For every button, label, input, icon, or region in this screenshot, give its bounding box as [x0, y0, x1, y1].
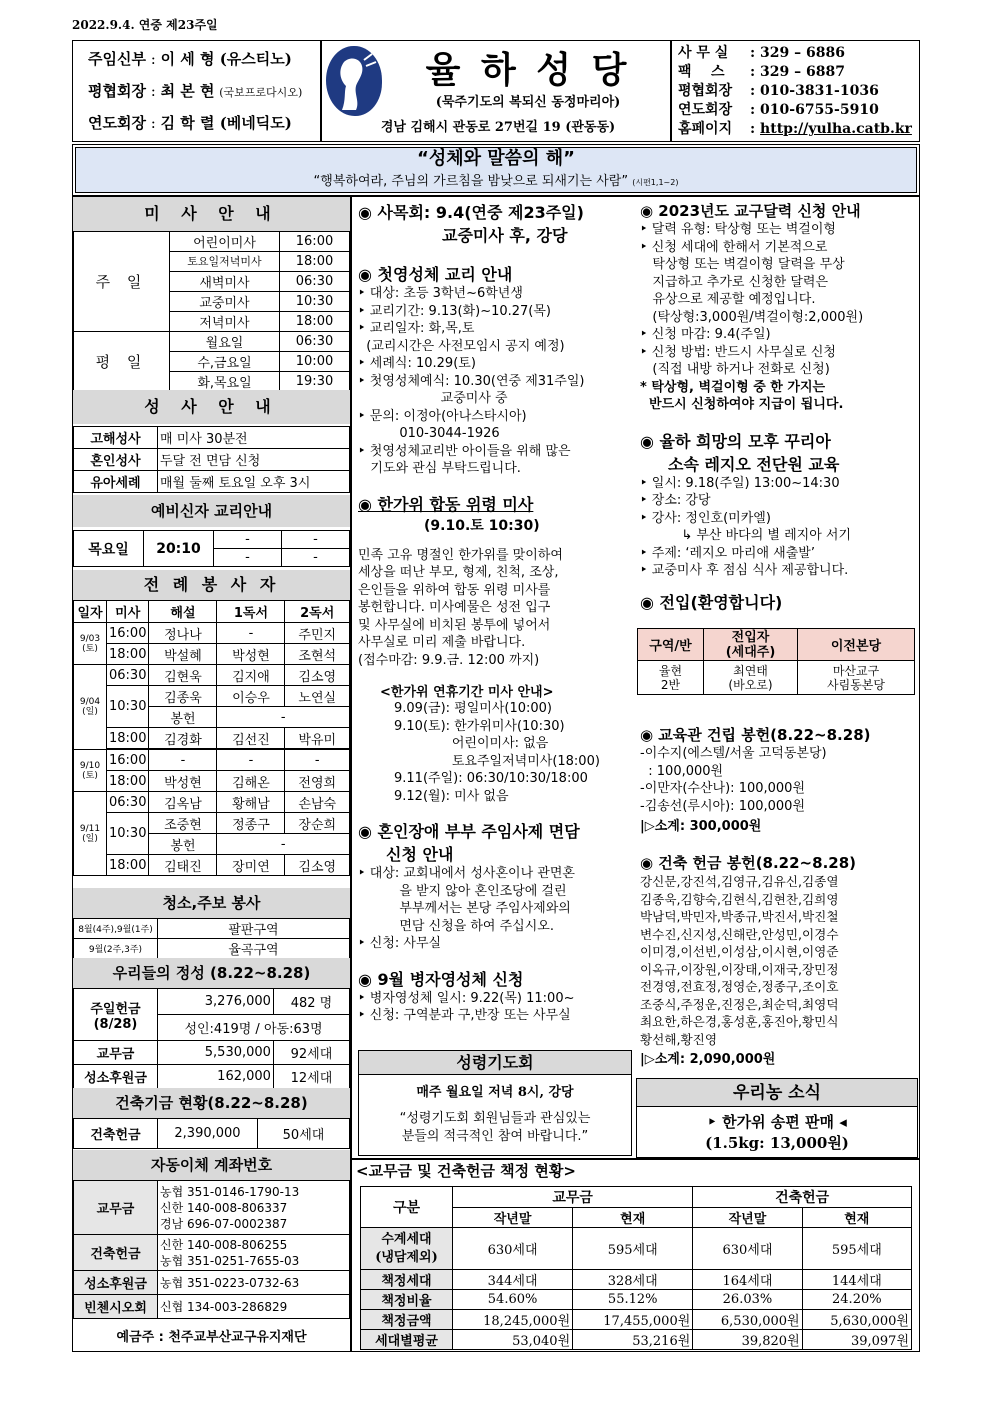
contact-homepage[interactable]: 홈페이지 : http://yulha.catb.kr [678, 121, 912, 137]
contact-memorial: 연도회장 : 010-6755-5910 [678, 102, 879, 118]
building-donation-total: |▷소계: 2,090,000원 [640, 1052, 776, 1067]
prayer-title: 성령기도회 [359, 1051, 631, 1075]
servers-table: 일자 미사 해설 1독서 2독서 9/03 (토) 16:00 정나나 - 주민지 18:00 박설혜 박성현 조현석 9/04 (일) 06:30 김현욱 김지애 김소영 10:30 김종욱 이승우 노연실 봉헌 - 18:00 김경화 김선진 박유미 9/10 (토) 16:00 - - - 18:00 박성현 김해온 전영희 9/11 (일) 06:30 김옥남 황해남 손남숙 10:30 조중현 정종구 장순희 봉헌 - 18:00 김태진 장미연 김소영 [73, 600, 350, 876]
education-hall-total: |▷소계: 300,000원 [640, 819, 762, 834]
calendar-body: ‣ 달력 유형: 탁상형 또는 벽걸이형 ‣ 신청 세대에 한해서 기본적으로 탁상형 또는 벽걸이형 달력을 무상 지급하고 추가로 신청한 달력은 유상으로 제공할 예정입니다. (탁상형:3,000원/벽걸이형:2,000원) ‣ 신청 마감: 9.4(주일) ‣ 신청 방법: 반드시 사무실로 신청 (직접 내방 하거나 전화로 신청) [640, 222, 864, 377]
prayer-box [358, 1050, 632, 1156]
cleaning-table: 8월(4주),9월(1주) 팔판구역 9월(2주,3주) 율곡구역 [73, 918, 350, 959]
church-address: 경남 김해시 관동로 27번길 19 (관동동) [380, 120, 616, 135]
contact-list [678, 44, 918, 139]
issue-date: 2022.9.4. 연중 제23주일 [72, 18, 218, 32]
memorial-mass-date: (9.10.토 10:30) [424, 517, 540, 534]
memorial-mass-body: 민족 고유 명절인 한가위를 맞이하여 세상을 떠난 부모, 형제, 친척, 조상, 은인들을 위하여 합동 위령 미사를 봉헌합니다. 미사예물은 성전 입구 및 사무실에 비치된 봉투에 넣어서 사무실로 미리 제출 바랍니다. (접수마감: 9.9.금. 12:00 까지) [358, 547, 563, 668]
council-title: ◉ 사목회: 9.4(연중 제23주일) [358, 203, 584, 222]
church-name: 율 하 성 당 [425, 50, 631, 91]
marriage-body: ‣ 대상: 교회내에서 성사혼이나 관면혼 을 받지 않아 혼인조당에 걸린 부부께서는 본당 주임사제와의 면담 신청을 하여 주십시오. ‣ 신청: 사무실 [358, 866, 575, 951]
status-title: <교무금 및 건축헌금 책정 현황> [356, 1162, 576, 1180]
accounts-title: 자동이체 계좌번호 [73, 1150, 350, 1180]
praying-figure-icon [326, 46, 382, 116]
sick-communion-body: ‣ 병자영성체 일시: 9.22(목) 11:00~ ‣ 신청: 구역분과 구,반장 또는 사무실 [358, 990, 575, 1023]
catechumen-table: 목요일 20:10 - - - - [73, 530, 350, 567]
marriage-title-2: 신청 안내 [386, 845, 454, 864]
church-patron: (묵주기도의 복되신 동정마리아) [435, 95, 621, 110]
sick-communion-title: ◉ 9월 병자영성체 신청 [358, 969, 524, 989]
middle-column [358, 200, 630, 1025]
banner-ref: (시편1,1~2) [632, 178, 679, 187]
first-communion-body: ‣ 대상: 초등 3학년~6학년생 ‣ 교리기간: 9.13(화)~10.27(목) ‣ 교리일자: 화,목,토 (교리시간은 사전모임시 공지 예정) ‣ 세례식: 10.29(토) ‣ 첫영성체예식: 10.30(연중 제31주일) 교중미사 중 ‣ 문의: 이정아(아나스타시아) 010-3044-1926 ‣ 첫영성체교리반 아이들을 위해 많은 기도와 관심 부탁드립니다. [358, 286, 585, 476]
contact-fax: 팩 스 : 329 – 6887 [678, 64, 845, 80]
holiday-schedule: 9.09(금): 평일미사(10:00) 9.10(토): 한가위미사(10:30) 어린이미사: 없음 토요주일저녁미사(18:00) 9.11(주일): 06:30/10:30/18:00 9.12(월): 미사 없음 [394, 701, 600, 804]
first-communion-title: ◉ 첫영성체 교리 안내 [358, 265, 513, 284]
staff-council: 평협회장 : 최 본 현 (국보프로다시오) [88, 82, 303, 100]
offering-table: 주일헌금 (8/28) 3,276,000 482 명 성인:419명 / 아동:63명 교무금 5,530,000 92세대 성소후원금 162,000 12세대 [73, 988, 350, 1089]
banner-title: “성체와 말씀의 해” [417, 148, 575, 169]
new-parishioner-table: 구역/반 전입자 (세대주) 이전본당 율현 2반 최연태 (바오로) 마산교구 사림동본당 [637, 628, 915, 695]
contact-council: 평협회장 : 010-3831-1036 [678, 83, 879, 99]
banner-quote: “행복하여라, 주님의 가르침을 밤낮으로 되새기는 사람” [313, 174, 629, 189]
mass-table: 주 일 어린이미사 16:00 토요일저녁미사 18:00 새벽미사 06:30 교중미사 10:30 저녁미사 18:00 평 일 월요일 06:30 수,금요일 10:00 화,목요일 19:30 [73, 231, 350, 392]
calendar-title: ◉ 2023년도 교구달력 신청 안내 [640, 202, 861, 220]
cleaning-title: 청소,주보 봉사 [73, 888, 350, 918]
catechumen-title: 예비신자 교리안내 [73, 495, 350, 527]
banner-frame [72, 144, 920, 196]
farm-title: 우리농 소식 [637, 1079, 917, 1107]
building-donation-names: 강신문,강진석,김영규,김유신,김종열 김종욱,김향숙,김현식,김현찬,김희영 박남덕,박민자,박종규,박진서,박진철 변수진,신지성,신해란,안성민,이경수 이미경,이선빈,이성삼,이시현,이영준 이옥규,이장원,이장태,이재국,장민정 전경영,전효정,정영순,정종구,조이호 조중식,주정운,진정은,최순덕,최영덕 최요한,하은경,홍성훈,홍진아,황민식 황선해,황진영 [640, 874, 839, 1047]
accounts-table: 교무금 농협 351-0146-1790-13 신한 140-008-806337 경남 696-07-0002387 건축헌금 신한 140-008-806255 농협 351-0251-7655-03 성소후원금 농협 351-0223-0732-63 빈첸시오회 신협 134-003-286829 [73, 1180, 350, 1319]
legio-title: ◉ 율하 희망의 모후 꾸리아 [640, 431, 831, 451]
right-column [640, 200, 918, 613]
new-parishioner-title: ◉ 전입(환영합니다) [640, 592, 783, 612]
servers-title: 전 례 봉 사 자 [73, 570, 350, 600]
marriage-title: ◉ 혼인장애 부부 주임사제 면담 [358, 822, 580, 841]
legio-title-2: 소속 레지오 전단원 교육 [668, 454, 840, 474]
farm-box [636, 1078, 918, 1158]
mass-weekday-label: 평 일 [74, 331, 170, 391]
offering-title: 우리들의 정성 (8.22~8.28) [73, 958, 350, 988]
council-sub: 교중미사 후, 강당 [442, 226, 568, 245]
memorial-mass-title: ◉ 한가위 합동 위령 미사 [358, 494, 534, 514]
church-logo [326, 46, 382, 116]
sacrament-table: 고해성사 매 미사 30분전 혼인성사 두달 전 면담 신청 유아세례 매월 둘째 토요일 오후 3시 [73, 426, 350, 493]
education-hall-title: ◉ 교육관 건립 봉헌(8.22~8.28) [640, 726, 871, 744]
legio-body: ‣ 일시: 9.18(주일) 13:00~14:30 ‣ 장소: 강당 ‣ 강사: 정인호(미카엘) ↳ 부산 바다의 별 레지아 서기 ‣ 주제: ‘레지오 마리애 새출발’ ‣ 교중미사 후 점심 식사 제공합니다. [640, 475, 852, 578]
farm-line-2: (1.5kg: 13,000원) [705, 1134, 849, 1152]
mass-title: 미 사 안 내 [73, 197, 350, 231]
holiday-schedule-title: <한가위 연휴기간 미사 안내> [380, 685, 554, 700]
sacrament-title: 성 사 안 내 [73, 390, 350, 424]
prayer-message: “성령기도회 회원님들과 관심있는 분들의 적극적인 참여 바랍니다.” [399, 1111, 591, 1144]
building-donation-title: ◉ 건축 헌금 봉헌(8.22~8.28) [640, 854, 856, 872]
mass-sunday-label: 주 일 [74, 232, 170, 332]
education-hall-body: -이수지(에스텔/서울 고덕동본당) : 100,000원 -이만자(수산나): 100,000원 -김송선(루시아): 100,000원 [640, 746, 827, 814]
contact-office: 사 무 실 : 329 – 6886 [678, 45, 845, 61]
staff-memorial: 연도회장 : 김 학 렬 (베네딕도) [88, 114, 292, 132]
right-column-lower [640, 724, 918, 1067]
staff-pastor: 주임신부 : 이 세 형 (유스티노) [88, 50, 292, 68]
calendar-note: * 탁상형, 벽걸이형 중 한 가지는 반드시 신청하여야 지급이 됩니다. [640, 379, 844, 412]
building-fund-title: 건축기금 현황(8.22~8.28) [73, 1088, 350, 1118]
account-holder: 예금주 : 천주교부산교구유지재단 [116, 1330, 307, 1345]
prayer-time: 매주 월요일 저녁 8시, 강당 [416, 1085, 574, 1100]
staff-list [88, 48, 318, 144]
status-table: 구분 교무금 건축헌금 작년말 현재 작년말 현재 수계세대 (냉담제외) 630세대 595세대 630세대 595세대 책정세대 344세대 328세대 164세대 144세대 책정비율 54.60% 55.12% 26.03% 24.20% 책정금액 18,245,000원 17,455,000원 6,530,000원 5,630,000원 세대별평균 53,040원 53,216원 39,820원 39,097원 [360, 1186, 912, 1350]
building-fund-table: 건축헌금 2,390,000 50세대 [73, 1118, 350, 1149]
farm-line-1: ‣ 한가위 송편 판매 ◂ [707, 1113, 847, 1131]
